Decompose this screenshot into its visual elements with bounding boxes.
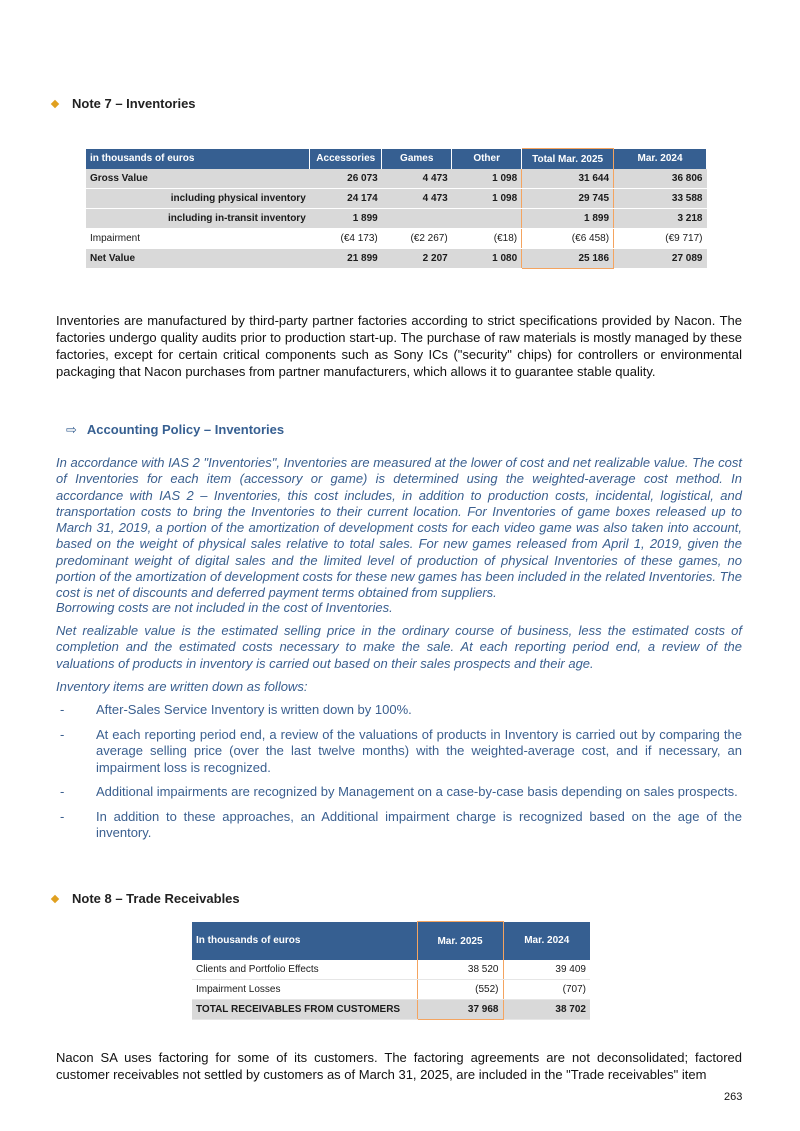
table-cell: (€6 458) — [522, 229, 614, 249]
table-cell: 1 080 — [452, 249, 522, 269]
column-header-highlighted: Total Mar. 2025 — [522, 149, 614, 170]
table-cell: 4 473 — [382, 189, 452, 209]
column-header: Other — [452, 149, 522, 170]
table-cell: 24 174 — [310, 189, 382, 209]
table-row — [86, 209, 707, 229]
note8-heading — [52, 891, 240, 906]
table-row — [86, 229, 707, 249]
trade-receivables-table — [192, 921, 590, 1020]
row-label: Impairment Losses — [192, 980, 417, 1000]
note8-paragraph: Nacon SA uses factoring for some of its customers. The factoring agreements are not deconsolidated; factored customer receivables not settled by customers as of March 31, 2025, are included in the "Trade receivables" item — [56, 1050, 742, 1082]
table-cell: 27 089 — [614, 249, 707, 269]
note7-heading — [52, 96, 196, 111]
diamond-bullet-icon — [51, 100, 59, 108]
table-cell: (€9 717) — [614, 229, 707, 249]
table-cell — [382, 209, 452, 229]
table-cell: (707) — [503, 980, 590, 1000]
list-item-text: Additional impairments are recognized by Management on a case-by-case basis depending on sales prospects. — [96, 784, 738, 799]
table-header-row — [192, 922, 590, 961]
policy-heading-text: Accounting Policy – Inventories — [86, 422, 285, 437]
column-header: In thousands of euros — [192, 922, 417, 961]
policy-paragraph: Net realizable value is the estimated selling price in the ordinary course of business, less the estimated costs of completion and the estimated costs necessary to make the sale. At each reporting period end, a review of the valuations of products in inventory is carried out based on their sales prospects and their age. — [56, 623, 742, 671]
list-item-text: At each reporting period end, a review of the valuations of products in Inventory is carried out by comparing the average selling price (over the last twelve months) with the weighted-average cost, and if necessary, an impairment loss is recognized. — [96, 726, 742, 775]
table-cell: 37 968 — [417, 1000, 503, 1020]
list-item: - After-Sales Service Inventory is written down by 100%. — [60, 702, 412, 717]
note7-heading-text: Note 7 – Inventories — [72, 96, 196, 111]
note7-paragraph: Inventories are manufactured by third-party partner factories according to strict specifications provided by Nacon. The factories undergo quality audits prior to production start-up. The purchase of raw materials is mostly managed by these factories, except for certain critical components such as Sony ICs ("security" chips) for controllers or environmental packaging that Nacon purchases from partner manufacturers, which allows it to guarantee stable quality. — [56, 313, 742, 379]
table-cell: 1 098 — [452, 169, 522, 189]
page-number: 263 — [724, 1091, 743, 1103]
table-cell: 33 588 — [614, 189, 707, 209]
list-item: - Additional impairments are recognized by Management on a case-by-case basis depending on sales prospects. — [60, 784, 738, 799]
table-cell: 36 806 — [614, 169, 707, 189]
table-cell: 25 186 — [522, 249, 614, 269]
table-cell: (€2 267) — [382, 229, 452, 249]
list-item: - In addition to these approaches, an Additional impairment charge is recognized based on the age of the inventory. — [60, 808, 742, 840]
table-cell: 21 899 — [310, 249, 382, 269]
list-item-text: After-Sales Service Inventory is written down by 100%. — [96, 702, 412, 717]
table-cell: 38 520 — [417, 960, 503, 980]
table-row — [86, 169, 707, 189]
table-cell: 38 702 — [503, 1000, 590, 1020]
column-header-highlighted: Mar. 2025 — [417, 922, 503, 961]
policy-heading — [66, 422, 284, 438]
table-cell — [452, 209, 522, 229]
policy-paragraph: Borrowing costs are not included in the cost of Inventories. — [56, 600, 393, 615]
table-row — [86, 249, 707, 269]
column-header: in thousands of euros — [86, 149, 310, 170]
table-cell: 1 899 — [310, 209, 382, 229]
writedown-list — [56, 702, 742, 850]
column-header: Accessories — [310, 149, 382, 170]
list-item-text: In addition to these approaches, an Additional impairment charge is recognized based on the age of the inventory. — [96, 808, 742, 840]
row-label: including in-transit inventory — [86, 209, 310, 229]
table-cell: (€18) — [452, 229, 522, 249]
column-header: Mar. 2024 — [614, 149, 707, 170]
table-cell: 26 073 — [310, 169, 382, 189]
table-row — [192, 960, 590, 980]
row-label: Clients and Portfolio Effects — [192, 960, 417, 980]
diamond-bullet-icon — [51, 895, 59, 903]
table-cell: 4 473 — [382, 169, 452, 189]
list-item: - At each reporting period end, a review of the valuations of products in Inventory is carried out by comparing the average selling price (over the last twelve months) with the weighted-average cost, and if necessary, an impairment loss is recognized. — [60, 726, 742, 775]
column-header: Games — [382, 149, 452, 170]
row-label: Net Value — [86, 249, 310, 269]
table-cell: 3 218 — [614, 209, 707, 229]
table-cell: 1 098 — [452, 189, 522, 209]
table-cell: 2 207 — [382, 249, 452, 269]
table-row — [86, 189, 707, 209]
table-cell: (€4 173) — [310, 229, 382, 249]
table-cell: 31 644 — [522, 169, 614, 189]
table-cell: 39 409 — [503, 960, 590, 980]
row-label: Gross Value — [86, 169, 310, 189]
inventories-table — [86, 148, 707, 269]
row-label: including physical inventory — [86, 189, 310, 209]
table-header-row — [86, 149, 707, 170]
table-cell: 1 899 — [522, 209, 614, 229]
row-label: Impairment — [86, 229, 310, 249]
table-row — [192, 980, 590, 1000]
table-row — [192, 1000, 590, 1020]
column-header: Mar. 2024 — [503, 922, 590, 961]
policy-paragraph: In accordance with IAS 2 "Inventories", Inventories are measured at the lower of cost and net realizable value. The cost of Inventories for each item (accessory or game) is determined using the weighted-average cost method. In accordance with IAS 2 – Inventories, this cost includes, in addition to production costs, incidental, logistical, and transportation costs to bring the Inventories to their current location. For Inventories of game boxes released up to March 31, 2019, a portion of the amortization of development costs for each video game was also taken into account, based on the weight of physical sales relative to total sales. For new games released from April 1, 2019, given the predominant weight of digital sales and the limited level of production of physical Inventories of these games, no portion of the amortization of development costs for these new games has been included in the related Inventories. The cost is net of discounts and deferred payment terms obtained from suppliers. — [56, 455, 742, 601]
note8-heading-text: Note 8 – Trade Receivables — [72, 891, 240, 906]
table-cell: (552) — [417, 980, 503, 1000]
policy-paragraph: Inventory items are written down as follows: — [56, 679, 308, 694]
row-label: TOTAL RECEIVABLES FROM CUSTOMERS — [192, 1000, 417, 1020]
outline-arrow-icon: ⇨ — [66, 422, 77, 437]
table-cell: 29 745 — [522, 189, 614, 209]
